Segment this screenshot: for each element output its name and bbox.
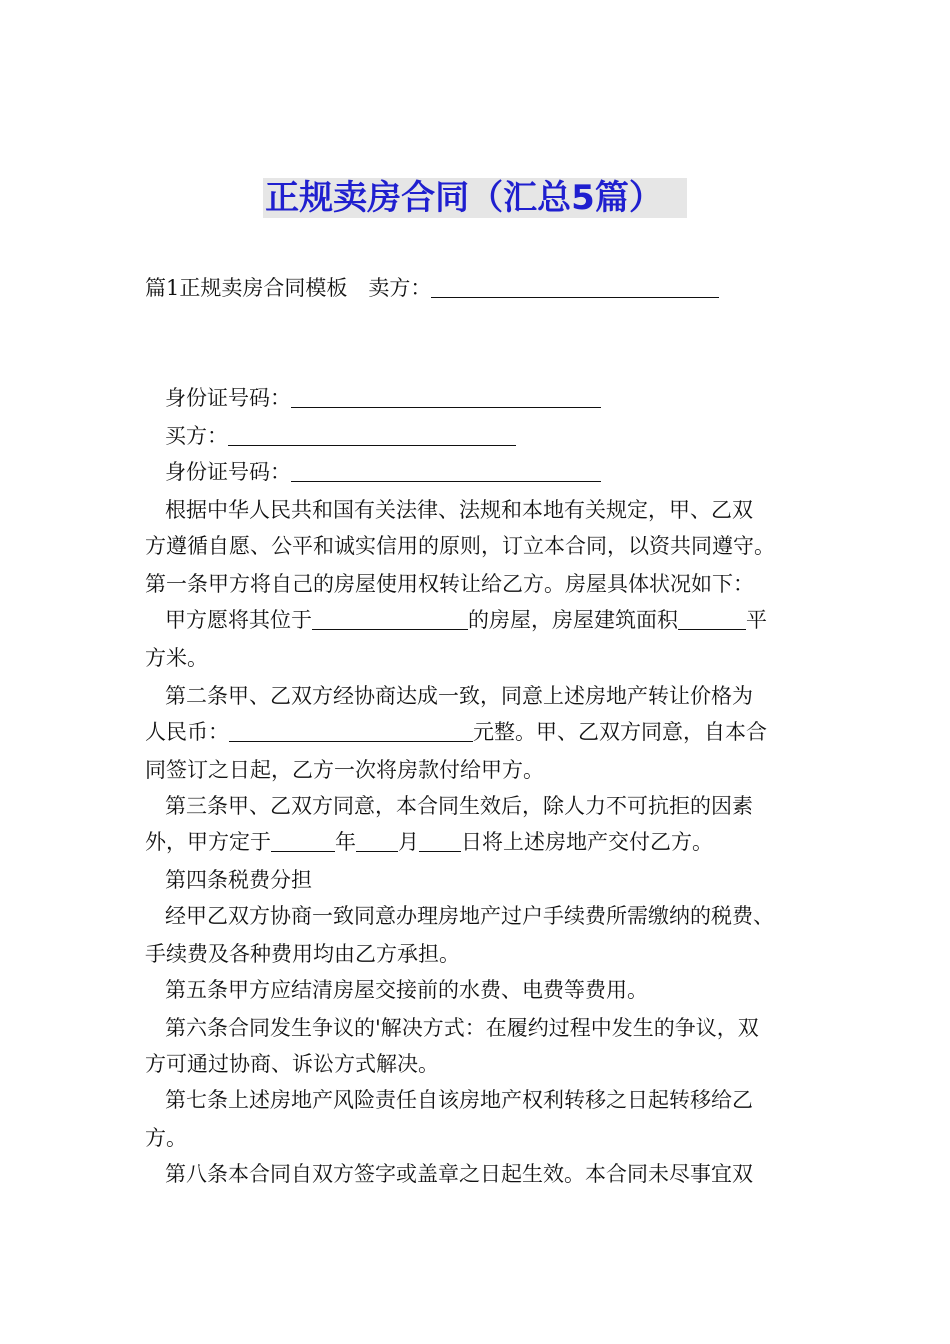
blank-month: [356, 831, 398, 852]
blank-buyer-id: [291, 461, 601, 482]
text: 元整。甲、乙双方同意，自本合: [473, 720, 767, 744]
line-delivery-date: [145, 826, 713, 856]
text: 篇1正规卖房合同模板 卖方：: [145, 276, 432, 300]
blank-year: [271, 831, 335, 852]
paragraph-line: 第二条甲、乙双方经协商达成一致，同意上述房地产转让价格为: [165, 684, 753, 708]
paragraph-line: 方米。: [145, 646, 208, 670]
text: 人民币：: [145, 720, 229, 744]
line-property: [165, 604, 767, 634]
paragraph-line: 第六条合同发生争议的'解决方式：在履约过程中发生的争议，双: [165, 1016, 759, 1040]
paragraph-line: 同签订之日起，乙方一次将房款付给甲方。: [145, 758, 544, 782]
line-buyer-id: [165, 456, 601, 486]
paragraph-line: 第五条甲方应结清房屋交接前的水费、电费等费用。: [165, 978, 648, 1002]
blank-seller: [431, 277, 719, 298]
paragraph-line: 第三条甲、乙双方同意，本合同生效后，除人力不可抗拒的因素: [165, 794, 753, 818]
line-seller-id: [165, 382, 601, 412]
paragraph-line: 根据中华人民共和国有关法律、法规和本地有关规定，甲、乙双: [165, 498, 753, 522]
blank-price: [229, 721, 473, 742]
paragraph-line: 经甲乙双方协商一致同意办理房地产过户手续费所需缴纳的税费、: [165, 904, 774, 928]
text: 的房屋，房屋建筑面积: [468, 608, 678, 632]
blank-day: [419, 831, 461, 852]
text: 月: [398, 830, 419, 854]
paragraph-line: 第七条上述房地产风险责任自该房地产权利转移之日起转移给乙: [165, 1088, 753, 1112]
text: 平: [746, 608, 767, 632]
document-title: 正规卖房合同（汇总5篇）: [263, 178, 687, 218]
blank-seller-id: [291, 387, 601, 408]
paragraph-line: 方可通过协商、诉讼方式解决。: [145, 1052, 439, 1076]
line-price: [145, 716, 767, 746]
text: 日将上述房地产交付乙方。: [461, 830, 713, 854]
text: 买方：: [165, 424, 228, 448]
title-wrap: [0, 178, 950, 218]
line-seller: [145, 272, 719, 302]
paragraph-line: 方遵循自愿、公平和诚实信用的原则，订立本合同，以资共同遵守。: [145, 534, 775, 558]
text: 外，甲方定于: [145, 830, 271, 854]
paragraph-line: 第八条本合同自双方签字或盖章之日起生效。本合同未尽事宜双: [165, 1162, 753, 1186]
text: 甲方愿将其位于: [165, 608, 312, 632]
paragraph-line: 手续费及各种费用均由乙方承担。: [145, 942, 460, 966]
blank-area: [678, 609, 746, 630]
text: 身份证号码：: [165, 386, 291, 410]
line-buyer: [165, 420, 516, 450]
paragraph-line: 方。: [145, 1126, 187, 1150]
text: 身份证号码：: [165, 460, 291, 484]
blank-buyer: [228, 425, 516, 446]
blank-location: [312, 609, 468, 630]
text: 年: [335, 830, 356, 854]
paragraph-line: 第一条甲方将自己的房屋使用权转让给乙方。房屋具体状况如下：: [145, 572, 754, 596]
paragraph-line: 第四条税费分担: [165, 868, 312, 892]
